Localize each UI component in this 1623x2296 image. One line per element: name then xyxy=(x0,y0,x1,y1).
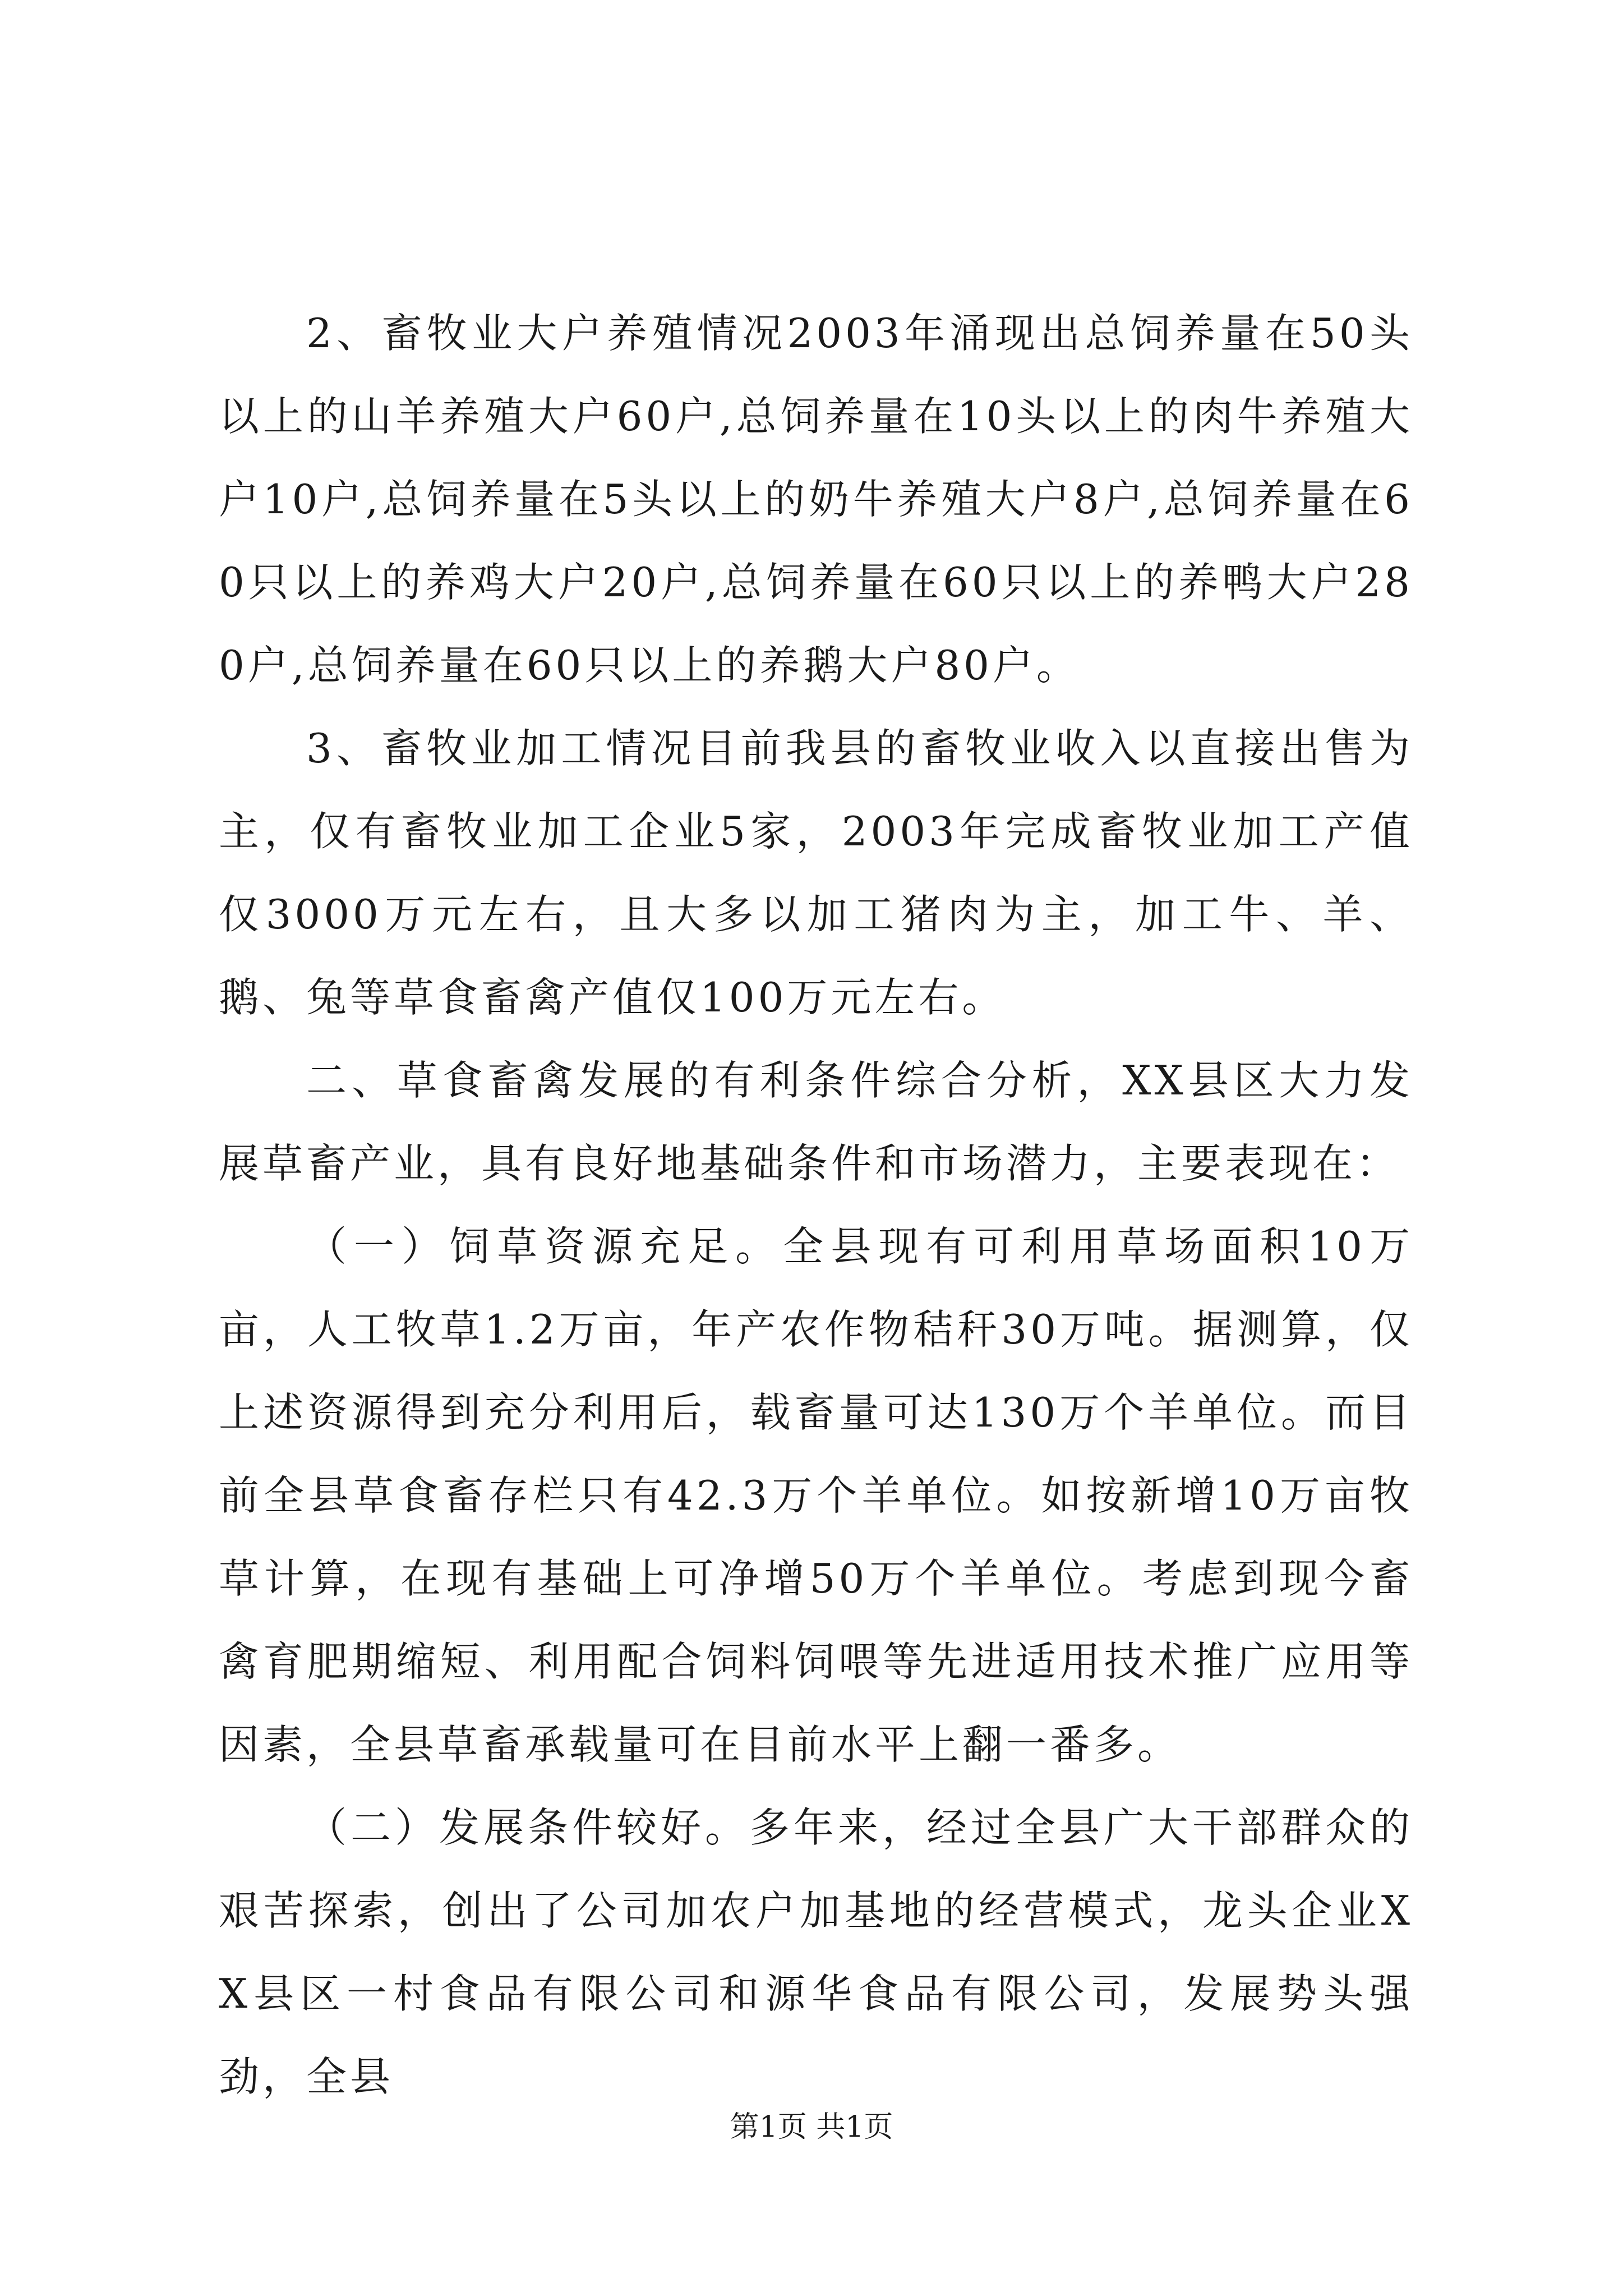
document-body xyxy=(219,292,1413,2118)
paragraph-livestock-processing: 3、畜牧业加工情况目前我县的畜牧业收入以直接出售为主，仅有畜牧业加工企业5家，2003年完成畜牧业加工产值仅3000万元左右，且大多以加工猪肉为主，加工牛、羊、鹅、兔等草食畜禽产值仅100万元左右。 xyxy=(219,725,1413,1021)
paragraph-livestock-households: 2、畜牧业大户养殖情况2003年涌现出总饲养量在50头以上的山羊养殖大户60户,总饲养量在10头以上的肉牛养殖大户10户,总饲养量在5头以上的奶牛养殖大户8户,总饲养量在60只以上的养鸡大户20户,总饲养量在60只以上的养鸭大户280户,总饲养量在60只以上的养鹅大户80户。 xyxy=(219,310,1413,689)
page-footer: 第1页 共1页 xyxy=(730,2110,893,2144)
paragraph-development-conditions: （二）发展条件较好。多年来，经过全县广大干部群众的艰苦探索，创出了公司加农户加基地的经营模式，龙头企业XX县区一村食品有限公司和源华食品有限公司，发展势头强劲，全县 xyxy=(219,1804,1413,2100)
paragraph-forage-resources: （一）饲草资源充足。全县现有可利用草场面积10万亩，人工牧草1.2万亩，年产农作物秸秆30万吨。据测算，仅上述资源得到充分利用后，载畜量可达130万个羊单位。而目前全县草食畜存栏只有42.3万个羊单位。如按新增10万亩牧草计算，在现有基础上可净增50万个羊单位。考虑到现今畜禽育肥期缩短、利用配合饲料饲喂等先进适用技术推广应用等因素，全县草畜承载量可在目前水平上翻一番多。 xyxy=(219,1223,1413,1768)
paragraph-section-two-heading: 二、草食畜禽发展的有利条件综合分析，XX县区大力发展草畜产业，具有良好地基础条件和市场潜力，主要表现在： xyxy=(219,1057,1413,1187)
